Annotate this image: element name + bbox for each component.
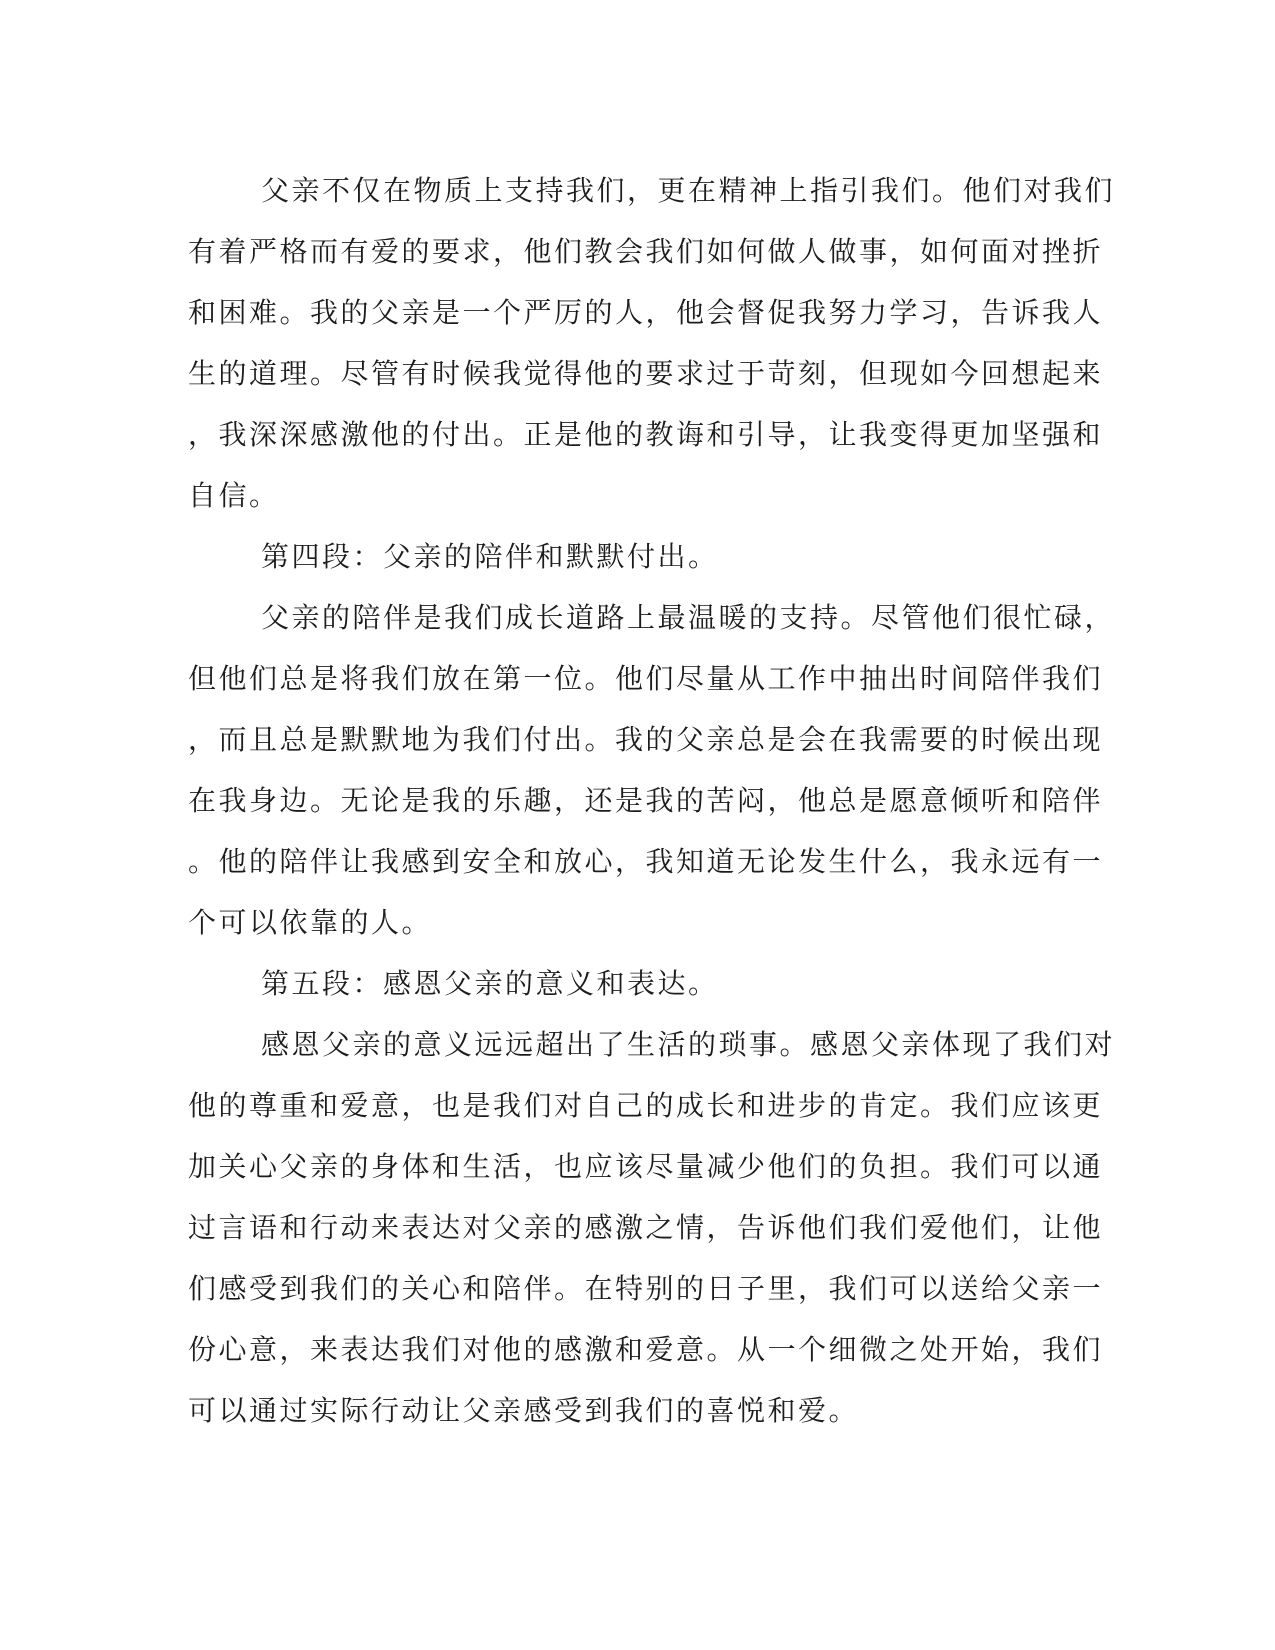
text-line: 父亲不仅在物质上支持我们，更在精神上指引我们。他们对我们 bbox=[261, 174, 1116, 207]
text-line: 可以通过实际行动让父亲感受到我们的喜悦和爱。 bbox=[188, 1394, 860, 1427]
text-line: 感恩父亲的意义远远超出了生活的琐事。感恩父亲体现了我们对 bbox=[261, 1028, 1116, 1061]
text-line: 过言语和行动来表达对父亲的感激之情，告诉他们我们爱他们，让他 bbox=[188, 1211, 1104, 1244]
text-line: 生的道理。尽管有时候我觉得他的要求过于苛刻，但现如今回想起来 bbox=[188, 357, 1104, 390]
text-line: 第四段：父亲的陪伴和默默付出。 bbox=[261, 540, 719, 573]
text-line: 有着严格而有爱的要求，他们教会我们如何做人做事，如何面对挫折 bbox=[188, 235, 1104, 268]
text-line: 在我身边。无论是我的乐趣，还是我的苦闷，他总是愿意倾听和陪伴 bbox=[188, 784, 1104, 817]
text-line: 和困难。我的父亲是一个严厉的人，他会督促我努力学习，告诉我人 bbox=[188, 296, 1104, 329]
text-line: 他的尊重和爱意，也是我们对自己的成长和进步的肯定。我们应该更 bbox=[188, 1089, 1104, 1122]
text-line: 份心意，来表达我们对他的感激和爱意。从一个细微之处开始，我们 bbox=[188, 1333, 1104, 1366]
document-body bbox=[188, 160, 1116, 1441]
text-line: ，而且总是默默地为我们付出。我的父亲总是会在我需要的时候出现 bbox=[188, 723, 1104, 756]
text-line: 们感受到我们的关心和陪伴。在特别的日子里，我们可以送给父亲一 bbox=[188, 1272, 1104, 1305]
text-line: 但他们总是将我们放在第一位。他们尽量从工作中抽出时间陪伴我们 bbox=[188, 662, 1104, 695]
text-line: 第五段：感恩父亲的意义和表达。 bbox=[261, 967, 719, 1000]
paragraph bbox=[188, 587, 1116, 953]
text-line: 自信。 bbox=[188, 479, 280, 512]
text-line: ，我深深感激他的付出。正是他的教诲和引导，让我变得更加坚强和 bbox=[188, 418, 1104, 451]
text-line: 。他的陪伴让我感到安全和放心，我知道无论发生什么，我永远有一 bbox=[188, 845, 1104, 878]
paragraph bbox=[188, 160, 1116, 526]
text-line: 加关心父亲的身体和生活，也应该尽量减少他们的负担。我们可以通 bbox=[188, 1150, 1104, 1183]
text-line: 个可以依靠的人。 bbox=[188, 906, 433, 939]
text-line: 父亲的陪伴是我们成长道路上最温暖的支持。尽管他们很忙碌， bbox=[261, 601, 1116, 634]
paragraph bbox=[188, 953, 1093, 1014]
paragraph bbox=[188, 1014, 1116, 1441]
paragraph bbox=[188, 526, 1093, 587]
